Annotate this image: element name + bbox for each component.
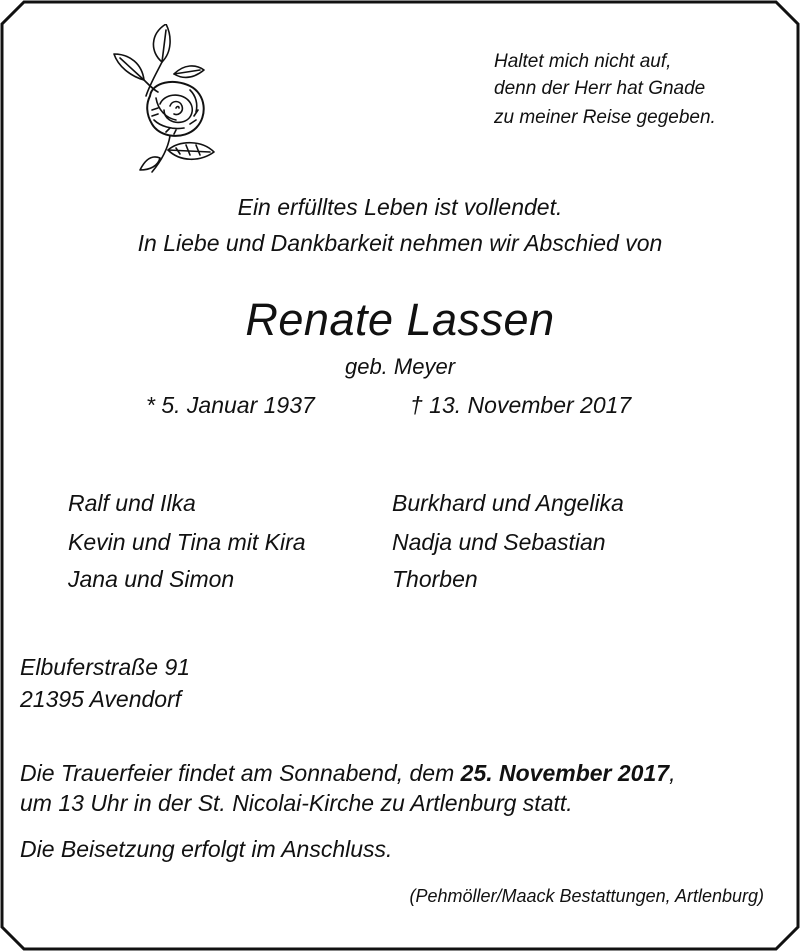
birth-date: * 5. Januar 1937 <box>146 392 315 418</box>
ceremony-date: 25. November 2017 <box>460 760 670 786</box>
family-member: Jana und Simon <box>68 566 235 592</box>
family-member: Kevin und Tina mit Kira <box>68 529 306 555</box>
quote-line-3: zu meiner Reise gegeben. <box>494 107 716 128</box>
ceremony-prefix: Die Trauerfeier findet am Sonnabend, dem <box>20 760 461 786</box>
burial-note: Die Beisetzung erfolgt im Anschluss. <box>20 836 393 862</box>
intro-line-1: Ein erfülltes Leben ist vollendet. <box>237 194 563 220</box>
family-member: Thorben <box>392 566 478 592</box>
family-member: Nadja und Sebastian <box>392 529 606 555</box>
intro-line-2: In Liebe und Dankbarkeit nehmen wir Abschied von <box>137 230 663 256</box>
ceremony-line-2: um 13 Uhr in der St. Nicolai-Kirche zu Artlenburg statt. <box>20 790 573 816</box>
family-member: Burkhard und Angelika <box>392 490 624 516</box>
family-member: Ralf und Ilka <box>68 490 196 516</box>
quote-line-2: denn der Herr hat Gnade <box>494 78 706 99</box>
deceased-name: Renate Lassen <box>245 294 555 345</box>
ceremony-suffix: , <box>669 760 676 786</box>
address-city: 21395 Avendorf <box>20 686 182 712</box>
undertaker-credit: (Pehmöller/Maack Bestattungen, Artlenburg) <box>409 886 764 906</box>
death-date: † 13. November 2017 <box>410 392 632 418</box>
rose-icon <box>110 24 225 174</box>
address-street: Elbuferstraße 91 <box>20 654 191 680</box>
maiden-name: geb. Meyer <box>344 354 456 379</box>
quote-line-1: Haltet mich nicht auf, <box>494 51 672 72</box>
ceremony-line-1 <box>20 760 675 787</box>
